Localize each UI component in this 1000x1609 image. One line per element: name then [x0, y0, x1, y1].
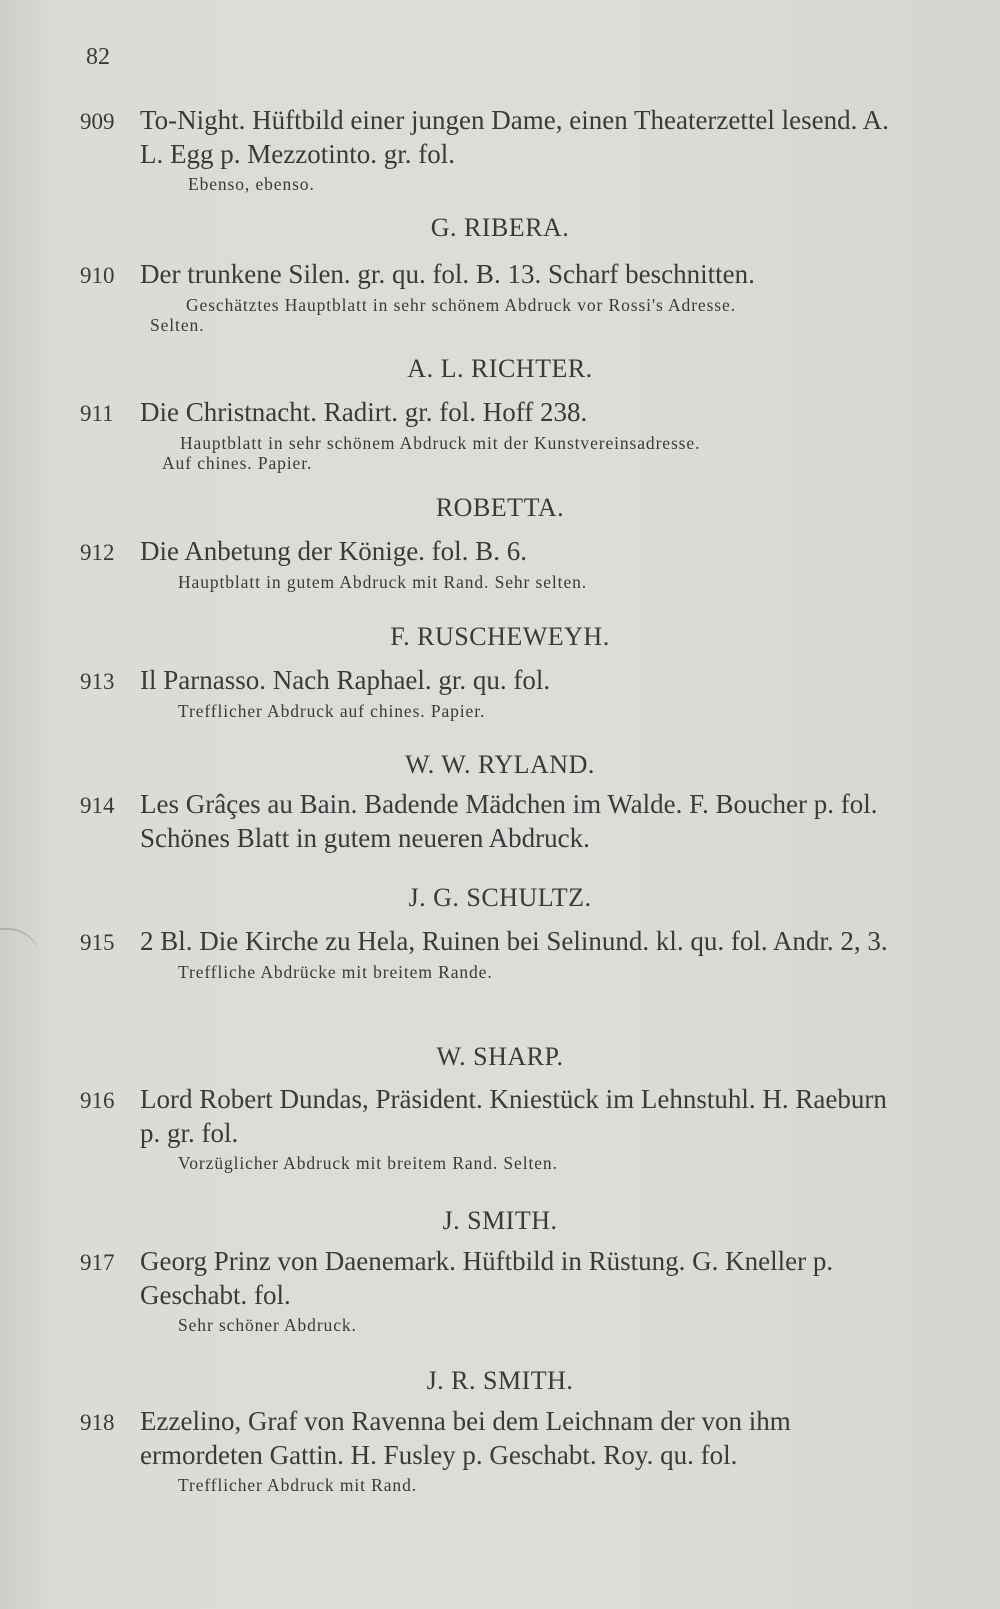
entry-description: Les Grâçes au Bain. Badende Mädchen im Walde. F. Boucher p. fol. Schönes Blatt in gutem neueren Abdruck. [140, 789, 878, 853]
catalog-entry-917 [80, 1245, 910, 1335]
entry-description: Die Christnacht. Radirt. gr. fol. Hoff 238. [140, 397, 588, 427]
entry-text [80, 788, 890, 855]
entry-note: Vorzüglicher Abdruck mit breitem Rand. Selten. [178, 1153, 558, 1173]
entry-number: 910 [80, 263, 115, 288]
artist-heading: ROBETTA. [435, 493, 565, 522]
entry-text [80, 258, 910, 292]
entry-number: 909 [80, 109, 115, 134]
entry-description: Il Parnasso. Nach Raphael. gr. qu. fol. [140, 665, 551, 695]
entry-description: Die Anbetung der Könige. fol. B. 6. [140, 536, 527, 566]
artist-heading: F. RUSCHEWEYH. [390, 622, 610, 651]
entry-number: 912 [80, 540, 115, 565]
artist-heading: W. W. RYLAND. [405, 750, 595, 779]
artist-heading: G. RIBERA. [430, 213, 570, 242]
entry-text [80, 104, 910, 171]
entry-note: Treffliche Abdrücke mit breitem Rande. [178, 962, 493, 982]
entry-number: 918 [80, 1410, 115, 1435]
artist-heading: W. SHARP. [436, 1042, 564, 1071]
entry-note: Hauptblatt in sehr schönem Abdruck mit der Kunstvereinsadresse. [180, 433, 701, 453]
page-number: 82 [86, 44, 110, 70]
catalog-entry-918 [80, 1405, 910, 1495]
catalog-entry-909 [80, 104, 910, 194]
entry-note: Trefflicher Abdruck auf chines. Papier. [178, 701, 486, 721]
catalog-entry-916 [80, 1083, 910, 1173]
entry-number: 914 [80, 793, 115, 818]
entry-note: Geschätztes Hauptblatt in sehr schönem Abdruck vor Rossi's Adresse. [186, 295, 736, 315]
entry-number: 917 [80, 1250, 115, 1275]
entry-description: Der trunkene Silen. gr. qu. fol. B. 13. Scharf beschnitten. [140, 259, 755, 289]
catalog-entry-912 [80, 535, 910, 592]
entry-text [80, 664, 910, 698]
entry-description: To-Night. Hüftbild einer jungen Dame, einen Theaterzettel lesend. A. L. Egg p. Mezzotinto. gr. fol. [140, 105, 889, 169]
entry-text [80, 535, 910, 569]
artist-heading: A. L. RICHTER. [407, 354, 593, 383]
entry-note: Hauptblatt in gutem Abdruck mit Rand. Sehr selten. [178, 572, 588, 592]
catalog-entry-915 [80, 925, 910, 982]
paper-curl-mark [0, 928, 40, 960]
entry-description: Lord Robert Dundas, Präsident. Kniestück im Lehnstuhl. H. Raeburn p. gr. fol. [140, 1084, 887, 1148]
entry-description: Ezzelino, Graf von Ravenna bei dem Leichnam der von ihm ermordeten Gattin. H. Fusley p. Geschabt. Roy. qu. fol. [140, 1406, 791, 1470]
artist-heading: J. G. SCHULTZ. [408, 883, 592, 912]
entry-description: 2 Bl. Die Kirche zu Hela, Ruinen bei Selinund. kl. qu. fol. Andr. 2, 3. [140, 926, 888, 956]
entry-note-continued: Auf chines. Papier. [162, 453, 313, 473]
entry-number: 913 [80, 669, 115, 694]
entry-number: 915 [80, 930, 115, 955]
entry-text [80, 1083, 910, 1150]
artist-heading: J. R. SMITH. [426, 1366, 574, 1395]
entry-note: Trefflicher Abdruck mit Rand. [178, 1475, 417, 1495]
catalog-entry-910 [80, 258, 910, 335]
entry-description: Georg Prinz von Daenemark. Hüftbild in Rüstung. G. Kneller p. Geschabt. fol. [140, 1246, 834, 1310]
entry-number: 916 [80, 1088, 115, 1113]
entry-note-continued: Selten. [150, 315, 205, 335]
catalog-entry-911 [80, 396, 910, 473]
entry-number: 911 [80, 401, 114, 426]
entry-note: Sehr schöner Abdruck. [178, 1315, 357, 1335]
entry-text [80, 925, 910, 959]
entry-text [80, 1405, 910, 1472]
catalog-entry-914 [80, 788, 890, 855]
artist-heading: J. SMITH. [442, 1206, 558, 1235]
entry-note: Ebenso, ebenso. [188, 174, 315, 194]
entry-text [80, 1245, 910, 1312]
entry-text [80, 396, 910, 430]
catalog-entry-913 [80, 664, 910, 721]
